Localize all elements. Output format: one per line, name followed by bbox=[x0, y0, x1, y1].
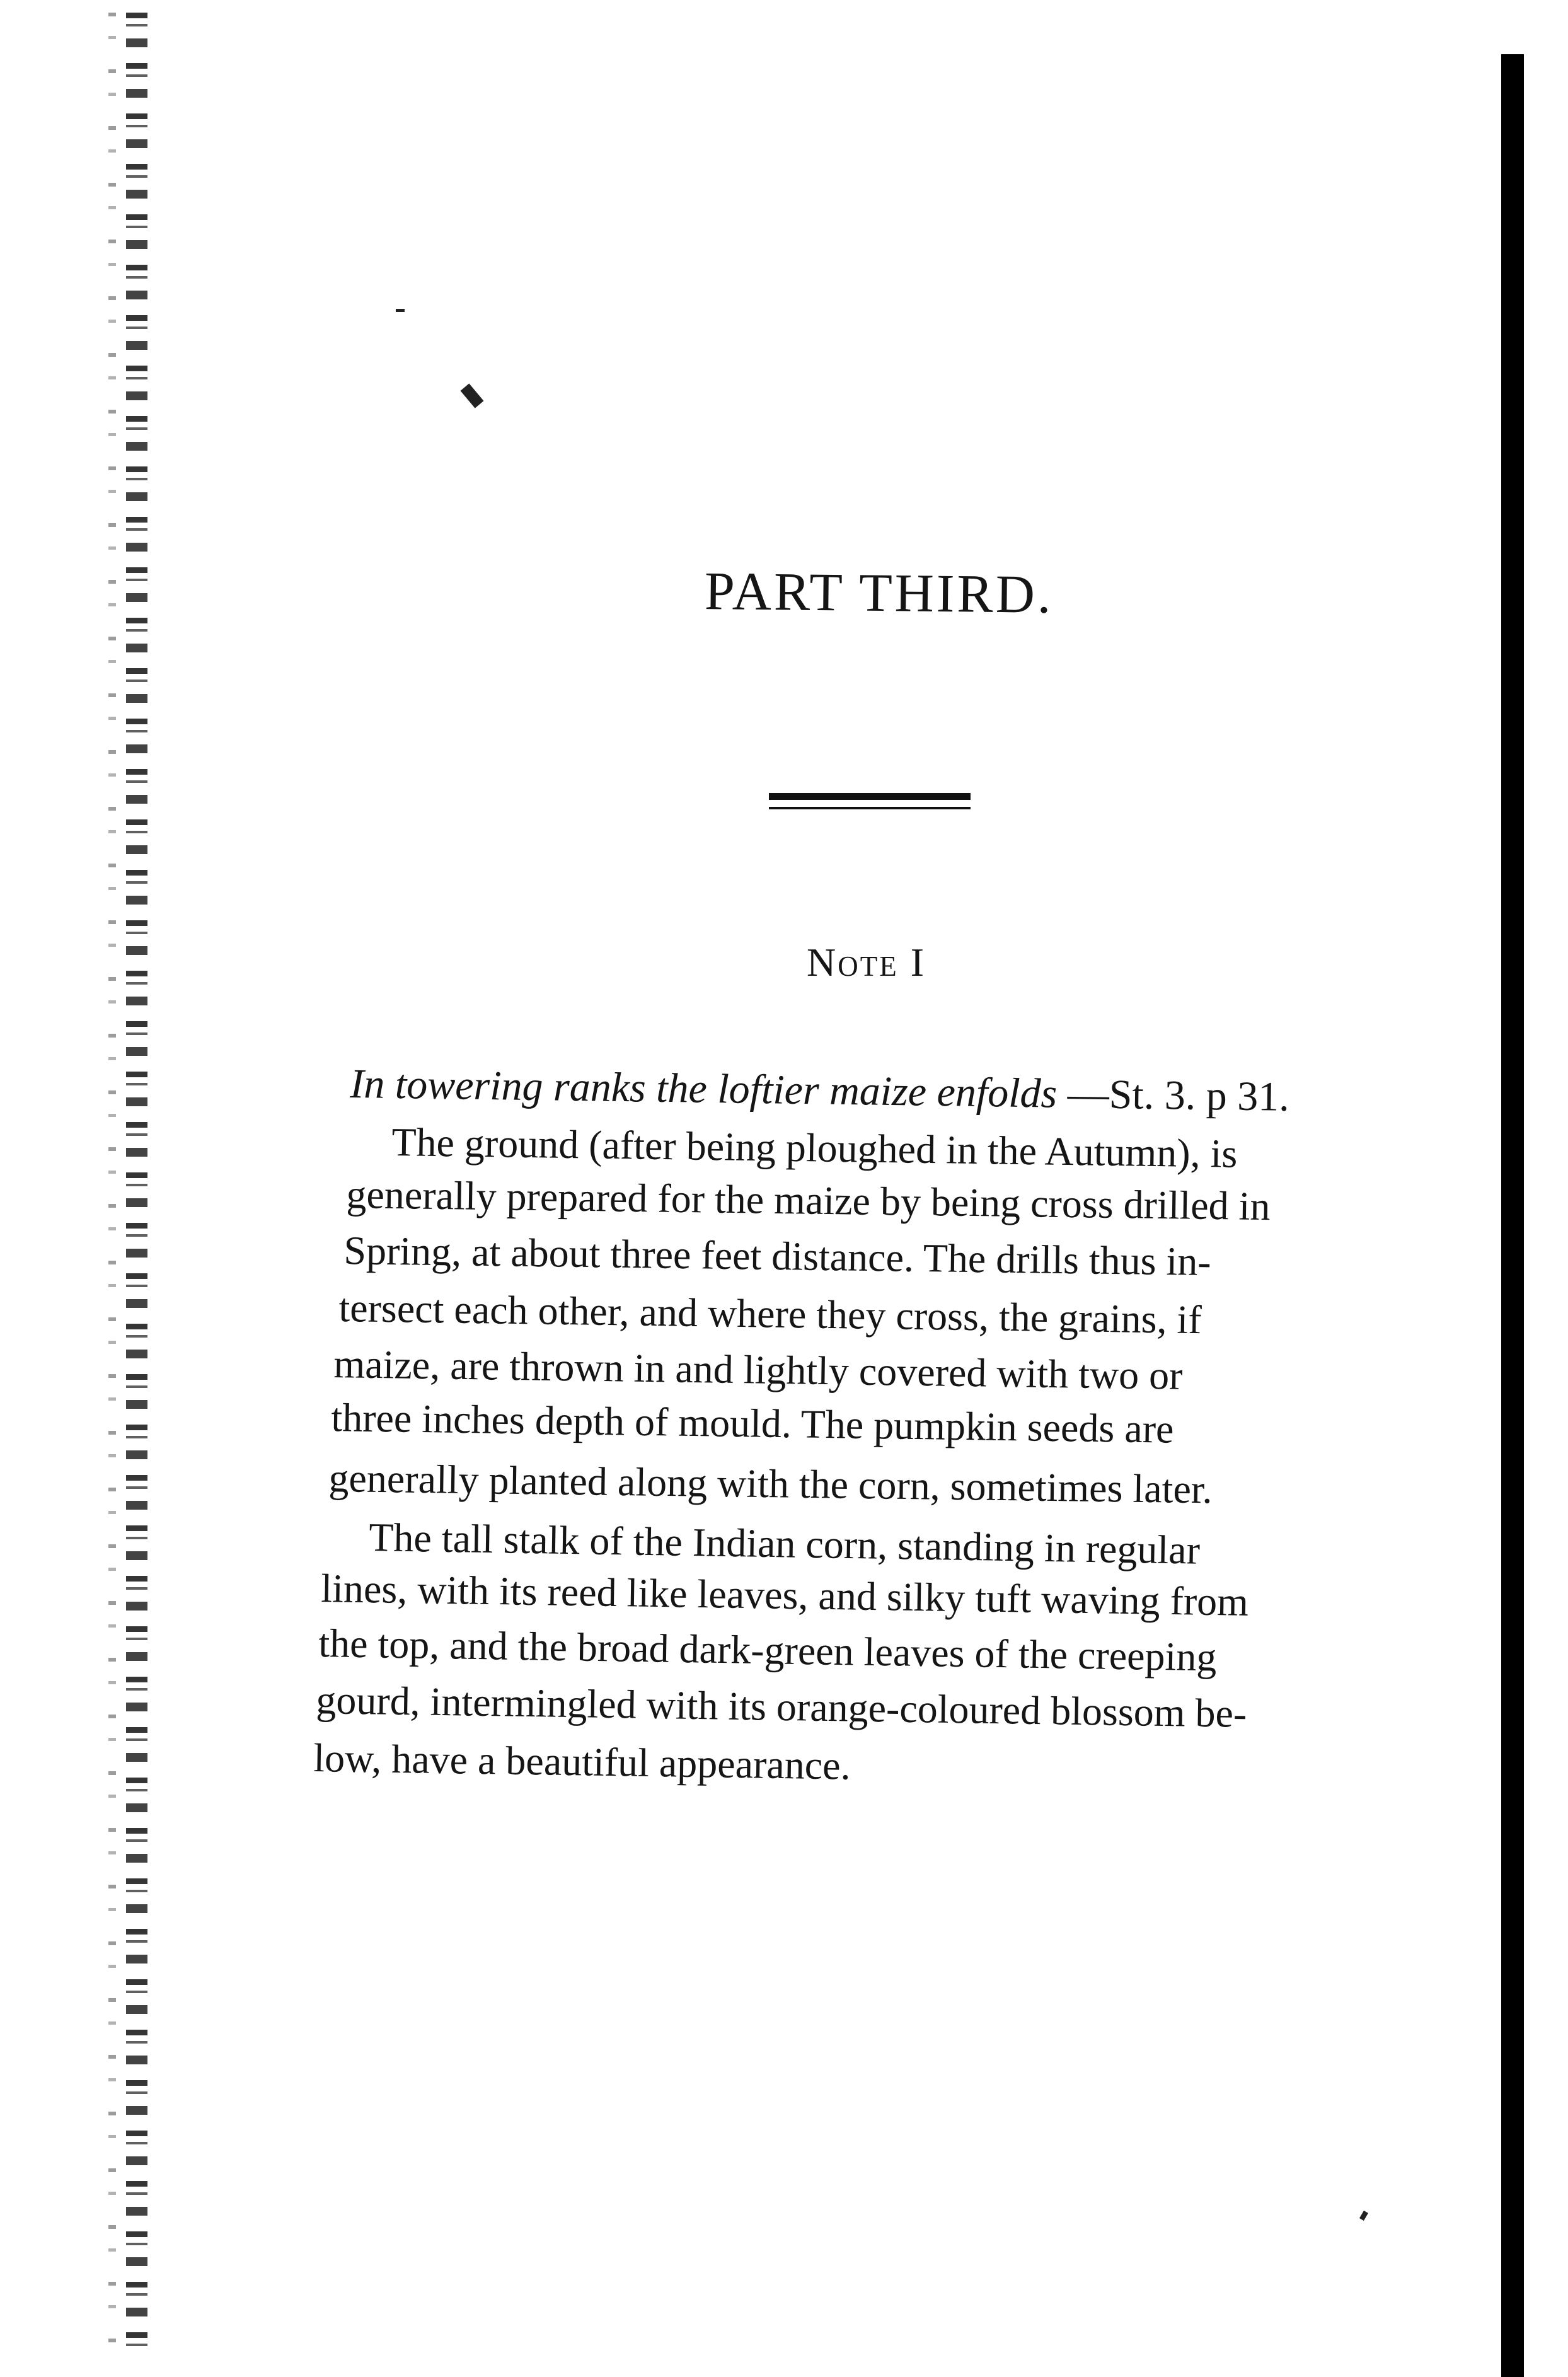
text-line: The tall stalk of the Indian corn, standing in regular bbox=[368, 1514, 1201, 1573]
text-line: generally prepared for the maize by being cross drilled in bbox=[346, 1171, 1271, 1229]
scan-page-edge-bar bbox=[1501, 54, 1524, 2377]
scan-binding-shadow bbox=[108, 13, 116, 2357]
scan-speck bbox=[461, 383, 484, 408]
text-line: low, have a beautiful appearance. bbox=[313, 1735, 851, 1788]
text-line: The ground (after being ploughed in the Autumn), is bbox=[391, 1119, 1238, 1176]
epigraph-quote: In towering ranks the loftier maize enfolds bbox=[349, 1060, 1058, 1117]
title-rule-thick bbox=[769, 793, 971, 800]
text-line: generally planted along with the corn, sometimes later. bbox=[328, 1455, 1213, 1512]
epigraph-reference: —St. 3. p 31. bbox=[1056, 1070, 1290, 1120]
title-rule-thin bbox=[769, 807, 971, 809]
epigraph bbox=[350, 1060, 1289, 1121]
scan-speck bbox=[1359, 2211, 1368, 2221]
text-line: lines, with its reed like leaves, and silky tuft waving from bbox=[320, 1566, 1249, 1624]
part-title: PART THIRD. bbox=[704, 560, 1054, 625]
text-line: gourd, intermingled with its orange-coloured blossom be- bbox=[315, 1677, 1247, 1736]
text-line: maize, are thrown in and lightly covered with two or bbox=[333, 1341, 1184, 1398]
scan-binding-edge bbox=[126, 13, 147, 2357]
text-line: three inches depth of mould. The pumpkin seeds are bbox=[330, 1395, 1174, 1452]
note-heading: Note I bbox=[807, 940, 926, 985]
text-line: Spring, at about three feet distance. The drills thus in- bbox=[343, 1227, 1212, 1285]
text-line: tersect each other, and where they cross, the grains, if bbox=[338, 1285, 1202, 1343]
scan-speck bbox=[396, 309, 405, 312]
text-line: the top, and the broad dark-green leaves of the creeping bbox=[318, 1620, 1217, 1680]
